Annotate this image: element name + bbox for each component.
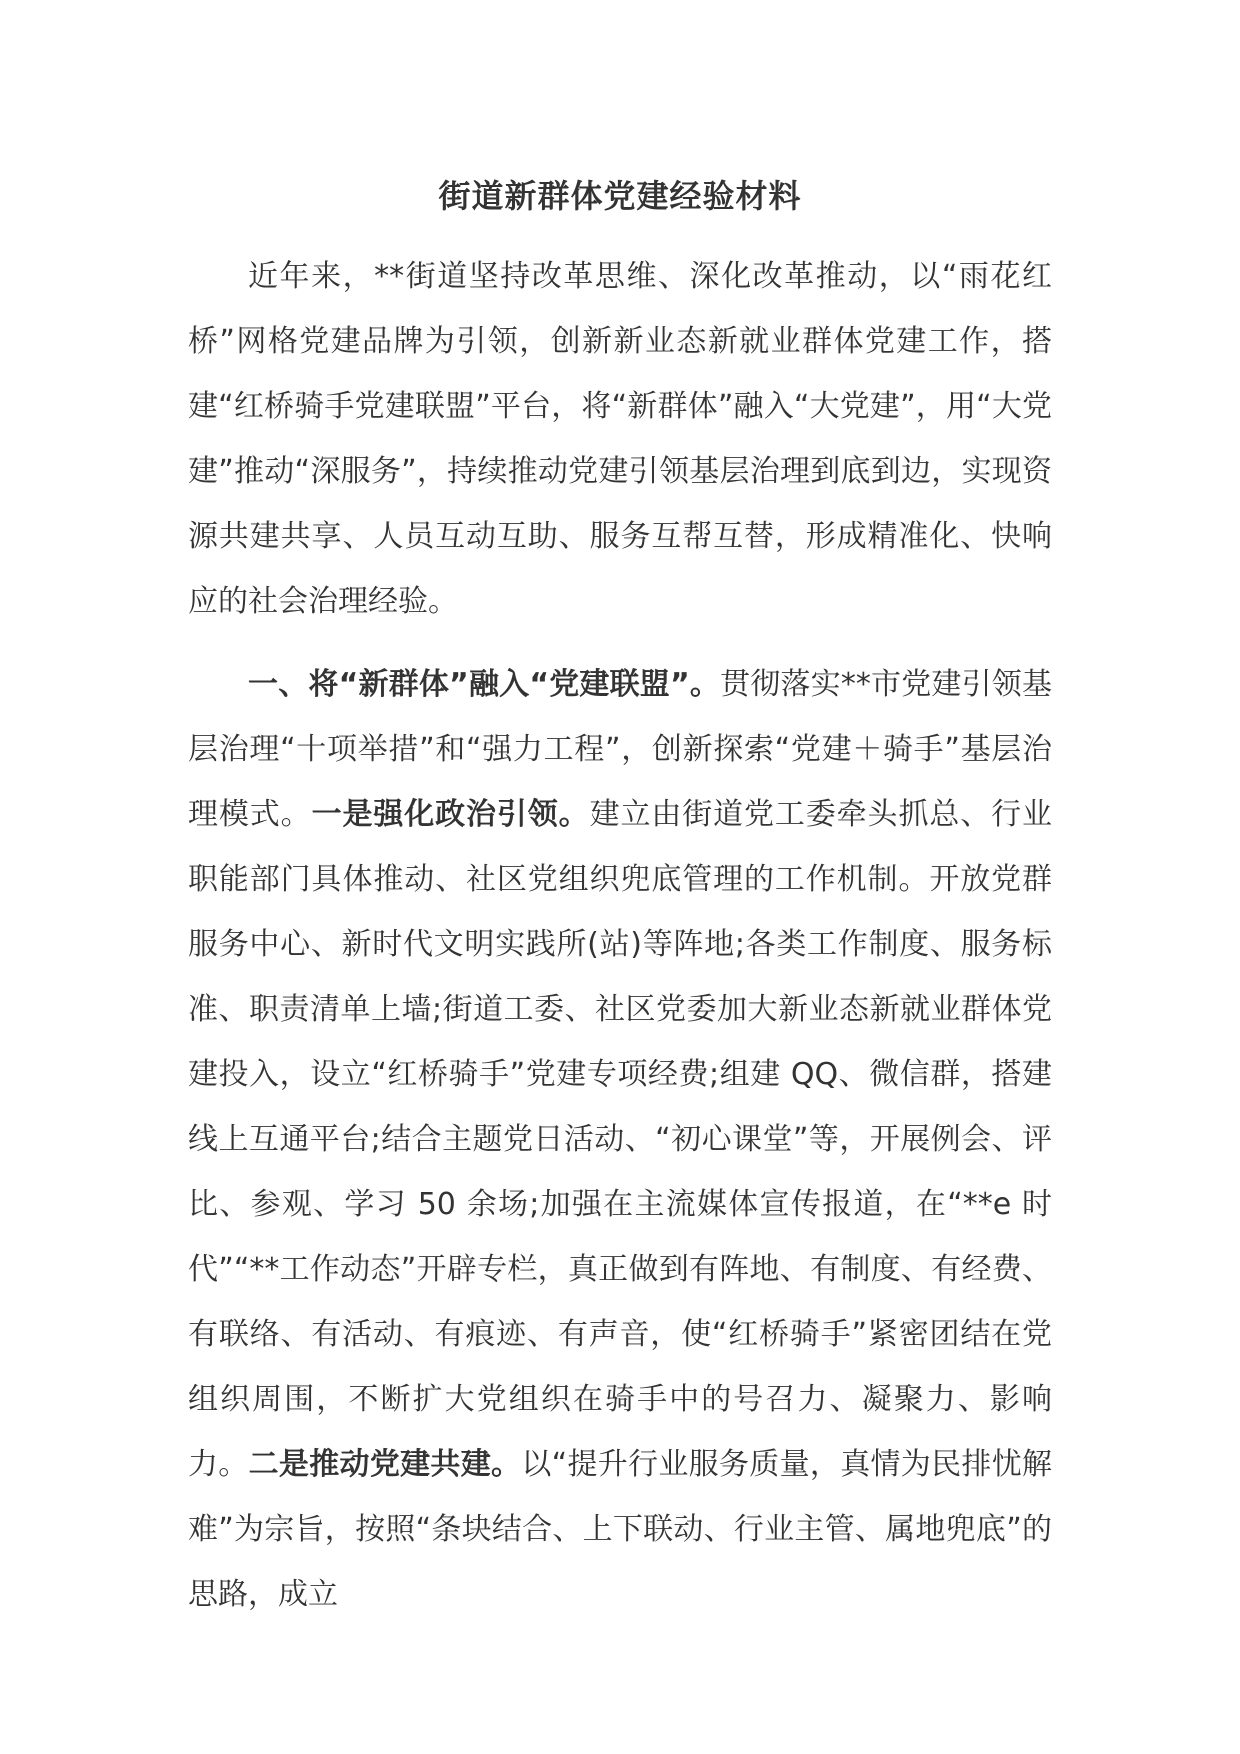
section-1-heading: 一、将“新群体”融入“党建联盟”。: [248, 667, 721, 702]
point-2-label: 二是推动党建共建。: [248, 1447, 522, 1482]
document-title: 街道新群体党建经验材料: [438, 177, 802, 215]
point-2-text: 以“提升行业服务质量，真情为民排忧解难”为宗旨，按照“条块结合、上下联动、行业主管、属地兜底”的思路，成立: [188, 1447, 1053, 1612]
point-1-label: 一是强化政治引领。: [311, 797, 590, 832]
paragraph-intro: 近年来，**街道坚持改革思维、深化改革推动，以“雨花红桥”网格党建品牌为引领，创新新业态新就业群体党建工作，搭建“红桥骑手党建联盟”平台，将“新群体”融入“大党建”，用“大党建”推动“深服务”，持续推动党建引领基层治理到底到边，实现资源共建共享、人员互动互助、服务互帮互替，形成精准化、快响应的社会治理经验。: [188, 259, 1052, 619]
paragraph-section-1: [188, 652, 1052, 1627]
point-1-text: 建立由街道党工委牵头抓总、行业职能部门具体推动、社区党组织兜底管理的工作机制。开放党群服务中心、新时代文明实践所(站)等阵地;各类工作制度、服务标准、职责清单上墙;街道工委、社区党委加大新业态新就业群体党建投入，设立“红桥骑手”党建专项经费;组建 QQ、微信群，搭建线上互通平台;结合主题党日活动、“初心课堂”等，开展例会、评比、参观、学习 50 余场;加强在主流媒体宣传报道，在“**e 时代”“**工作动态”开辟专栏，真正做到有阵地、有制度、有经费、有联络、有活动、有痕迹、有声音，使“红桥骑手”紧密团结在党组织周围，不断扩大党组织在骑手中的号召力、凝聚力、影响力。: [188, 797, 1053, 1482]
section-1-intro: 贯彻落实**市党建引领基层治理“十项举措”和“强力工程”，创新探索“党建＋骑手”基层治理模式。: [188, 667, 1052, 832]
